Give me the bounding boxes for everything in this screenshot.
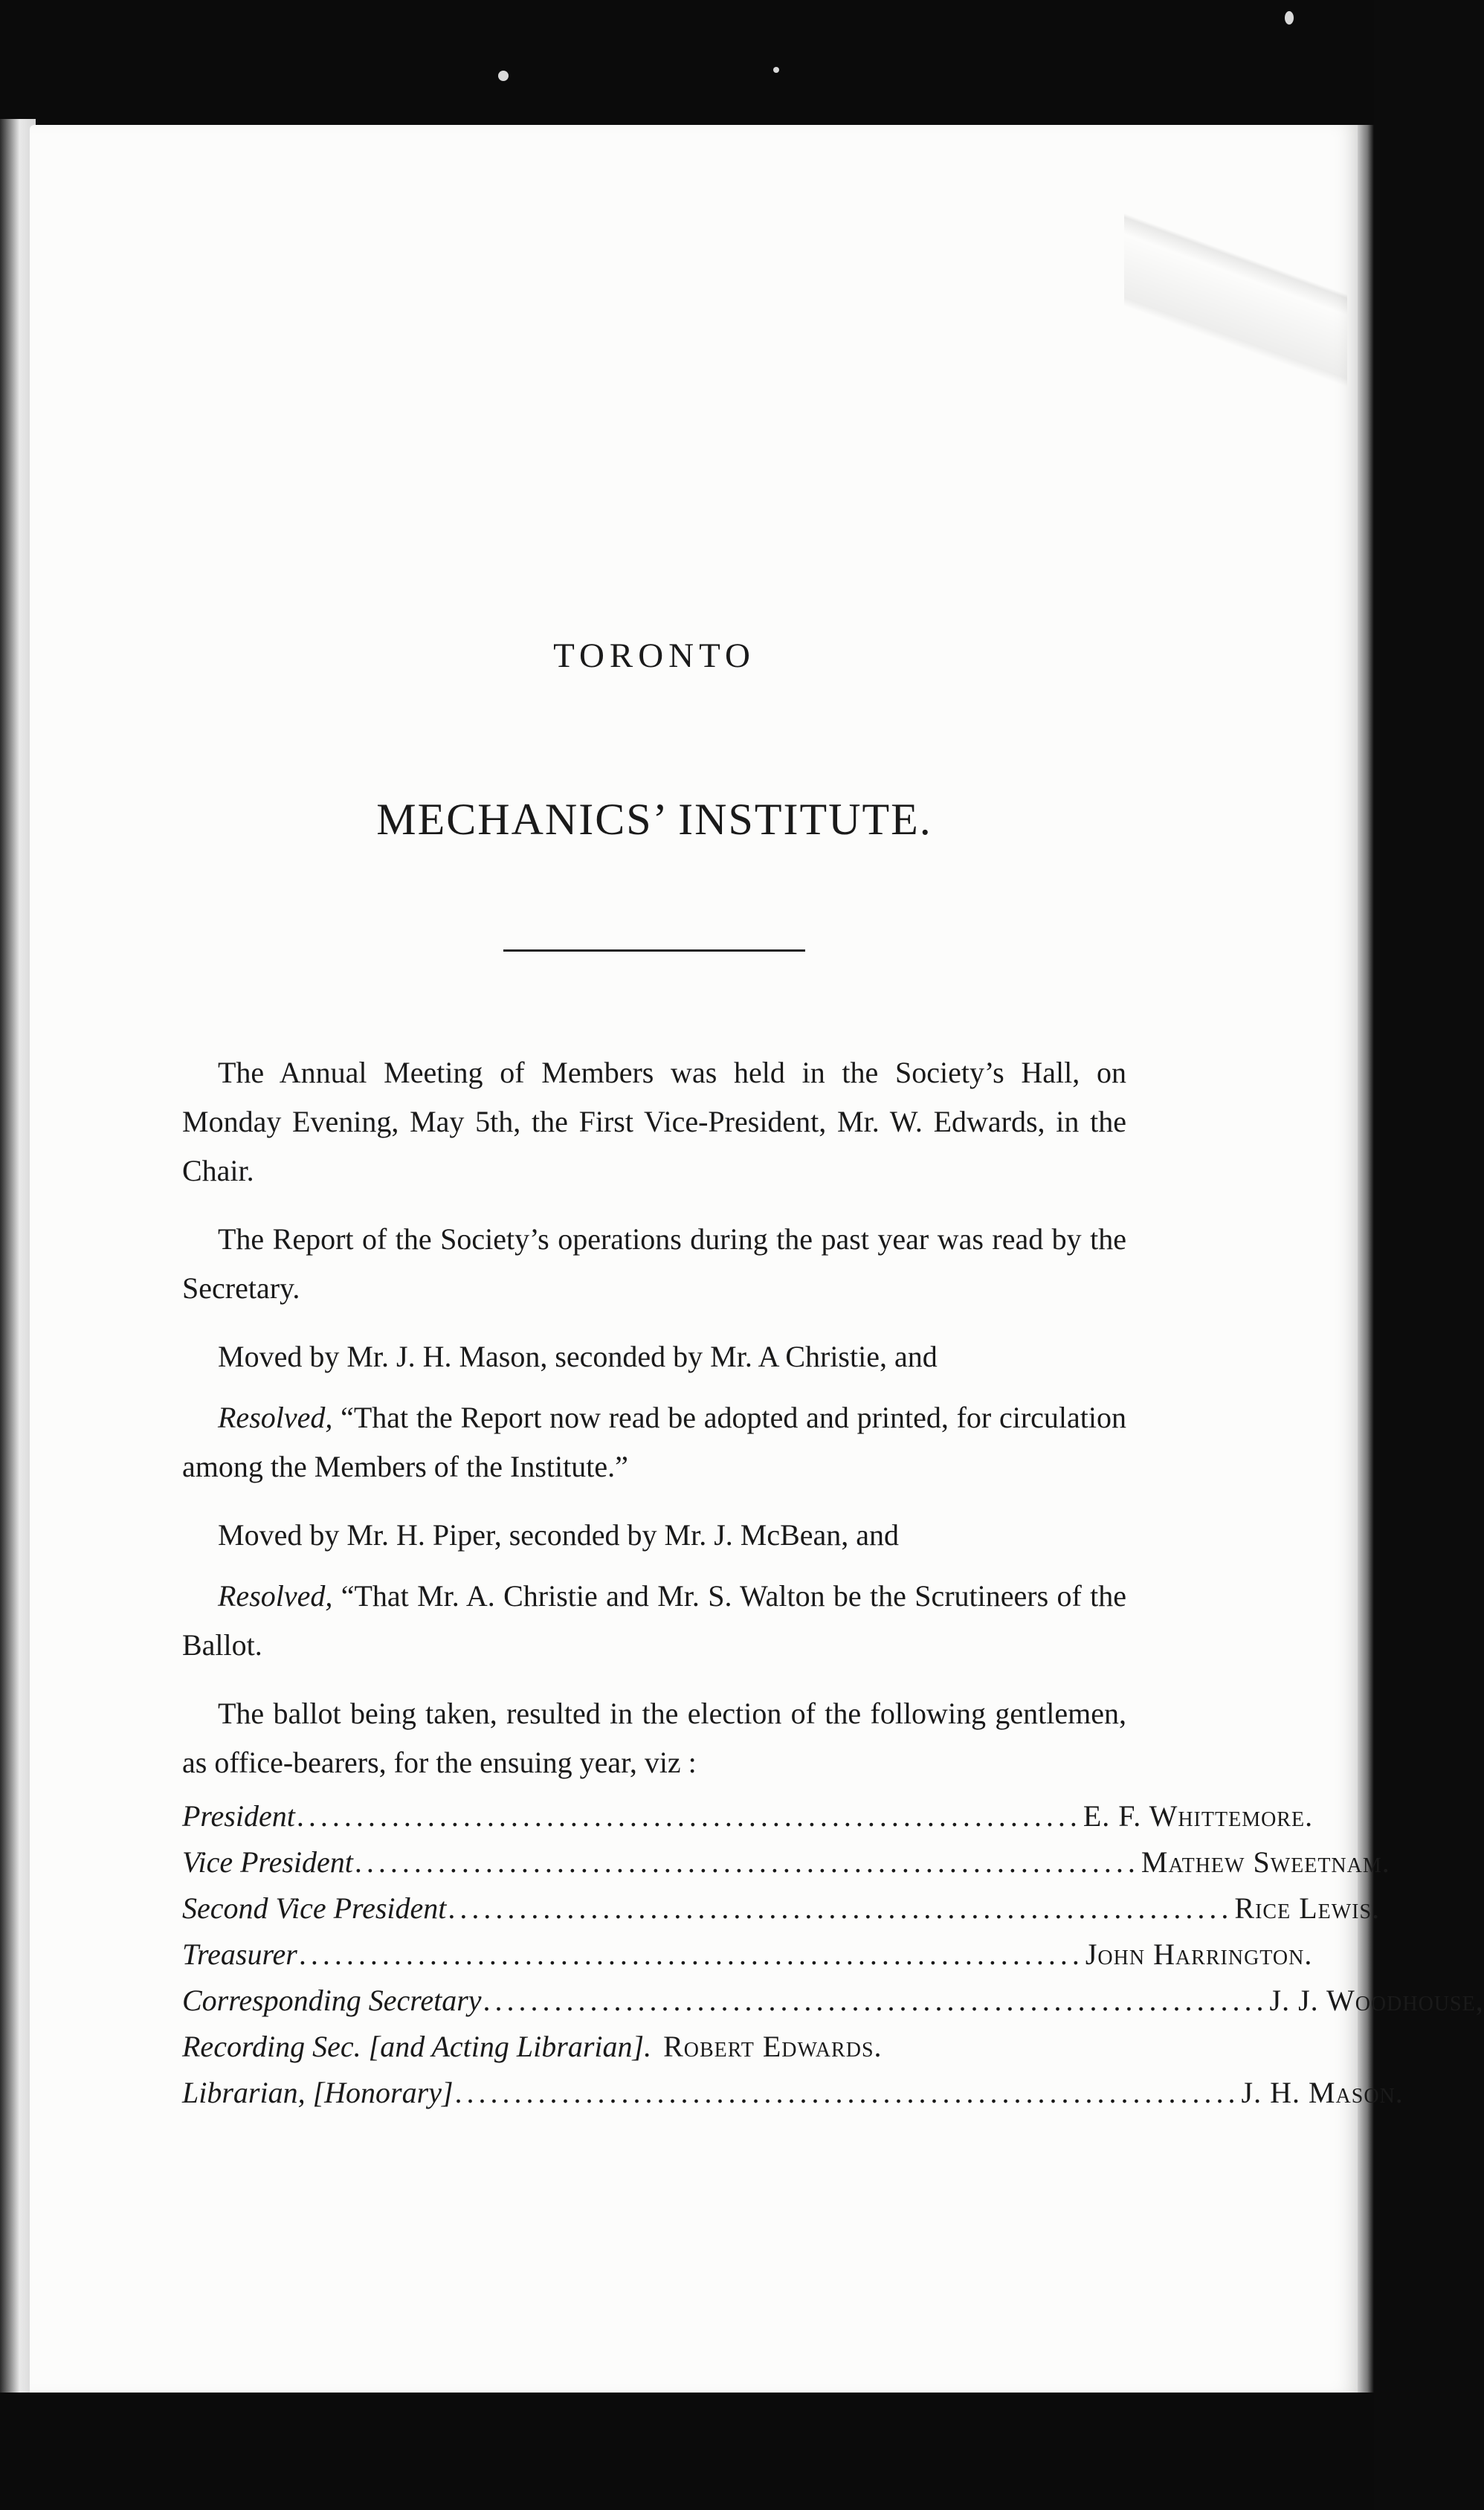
paragraph-motion-1: Moved by Mr. J. H. Mason, seconded by Mr. A Christie, and — [218, 1340, 938, 1373]
leader-dots: .................................................................. — [483, 1984, 1268, 2017]
paragraph-report: The Report of the Society’s operations during the past year was read by the Secretary. — [182, 1222, 1126, 1305]
dust-speck — [498, 71, 509, 81]
paragraph-resolution-2 — [182, 1572, 1126, 1670]
officer-name: John Harrington. — [1085, 1938, 1313, 1971]
officer-row — [182, 2022, 1126, 2068]
officer-row — [182, 1930, 1313, 1976]
officer-role: Corresponding Secretary — [182, 1984, 482, 2017]
leader-dots: .................................................................. — [448, 1891, 1233, 1925]
officer-name: Robert Edwards. — [663, 2030, 883, 2063]
leader-dots: .................................................................. — [296, 1799, 1082, 1833]
leader-dots: .................................................................. — [298, 1938, 1084, 1971]
officer-row — [182, 2068, 1404, 2114]
officer-name: Rice Lewis. — [1234, 1891, 1381, 1925]
paragraph-meeting: The Annual Meeting of Members was held in the Society’s Hall, on Monday Evening, May 5th, the First Vice-President, Mr. W. Edwards, in the Chair. — [182, 1056, 1126, 1187]
officer-row — [182, 1838, 1390, 1884]
officer-name: J. J. Woodhouse, — [1269, 1984, 1484, 2017]
leader-dots: .................................................................. — [354, 1845, 1140, 1879]
page-edge-right — [1358, 125, 1374, 2393]
officer-role: Treasurer — [182, 1938, 297, 1971]
officer-role: Recording Sec. [and Acting Librarian]. — [182, 2030, 652, 2063]
title-institute: MECHANICS’ INSTITUTE. — [376, 795, 932, 844]
officer-role: Second Vice President — [182, 1891, 447, 1925]
title-city: TORONTO — [553, 636, 755, 675]
paragraph-motion-2: Moved by Mr. H. Piper, seconded by Mr. J. McBean, and — [218, 1518, 900, 1552]
officer-name: J. H. Mason. — [1241, 2076, 1404, 2109]
officer-role: President — [182, 1799, 295, 1833]
title-divider-rule — [503, 949, 805, 952]
minutes-body — [182, 1048, 1484, 2114]
resolution-1-text: “That the Report now read be adopted and printed, for circulation among the Members of the Institute.” — [182, 1401, 1126, 1483]
resolved-label: Resolved, — [218, 1579, 333, 1613]
officer-role: Librarian, [Honorary] — [182, 2076, 454, 2109]
resolved-label: Resolved, — [218, 1401, 333, 1434]
officer-row — [182, 1792, 1314, 1838]
scan-border-top — [0, 0, 1374, 130]
paragraph-resolution-1 — [182, 1393, 1126, 1491]
dust-speck — [1285, 11, 1294, 25]
officer-name: Mathew Sweetnam. — [1141, 1845, 1390, 1879]
page-curl — [1124, 125, 1347, 467]
resolution-2-text: “That Mr. A. Christie and Mr. S. Walton be the Scrutineers of the Ballot. — [182, 1579, 1126, 1662]
officer-row — [182, 1976, 1484, 2022]
officer-name: E. F. Whittemore. — [1083, 1799, 1314, 1833]
dust-speck — [773, 67, 779, 73]
officer-role: Vice President — [182, 1845, 353, 1879]
leader-dots: .................................................................. — [454, 2076, 1240, 2109]
officer-list — [182, 1792, 1484, 2114]
paragraph-ballot: The ballot being taken, resulted in the election of the following gentlemen, as office-bearers, for the ensuing year, viz : — [182, 1697, 1126, 1779]
scan-border-bottom — [0, 2393, 1374, 2510]
officer-row — [182, 1884, 1381, 1930]
